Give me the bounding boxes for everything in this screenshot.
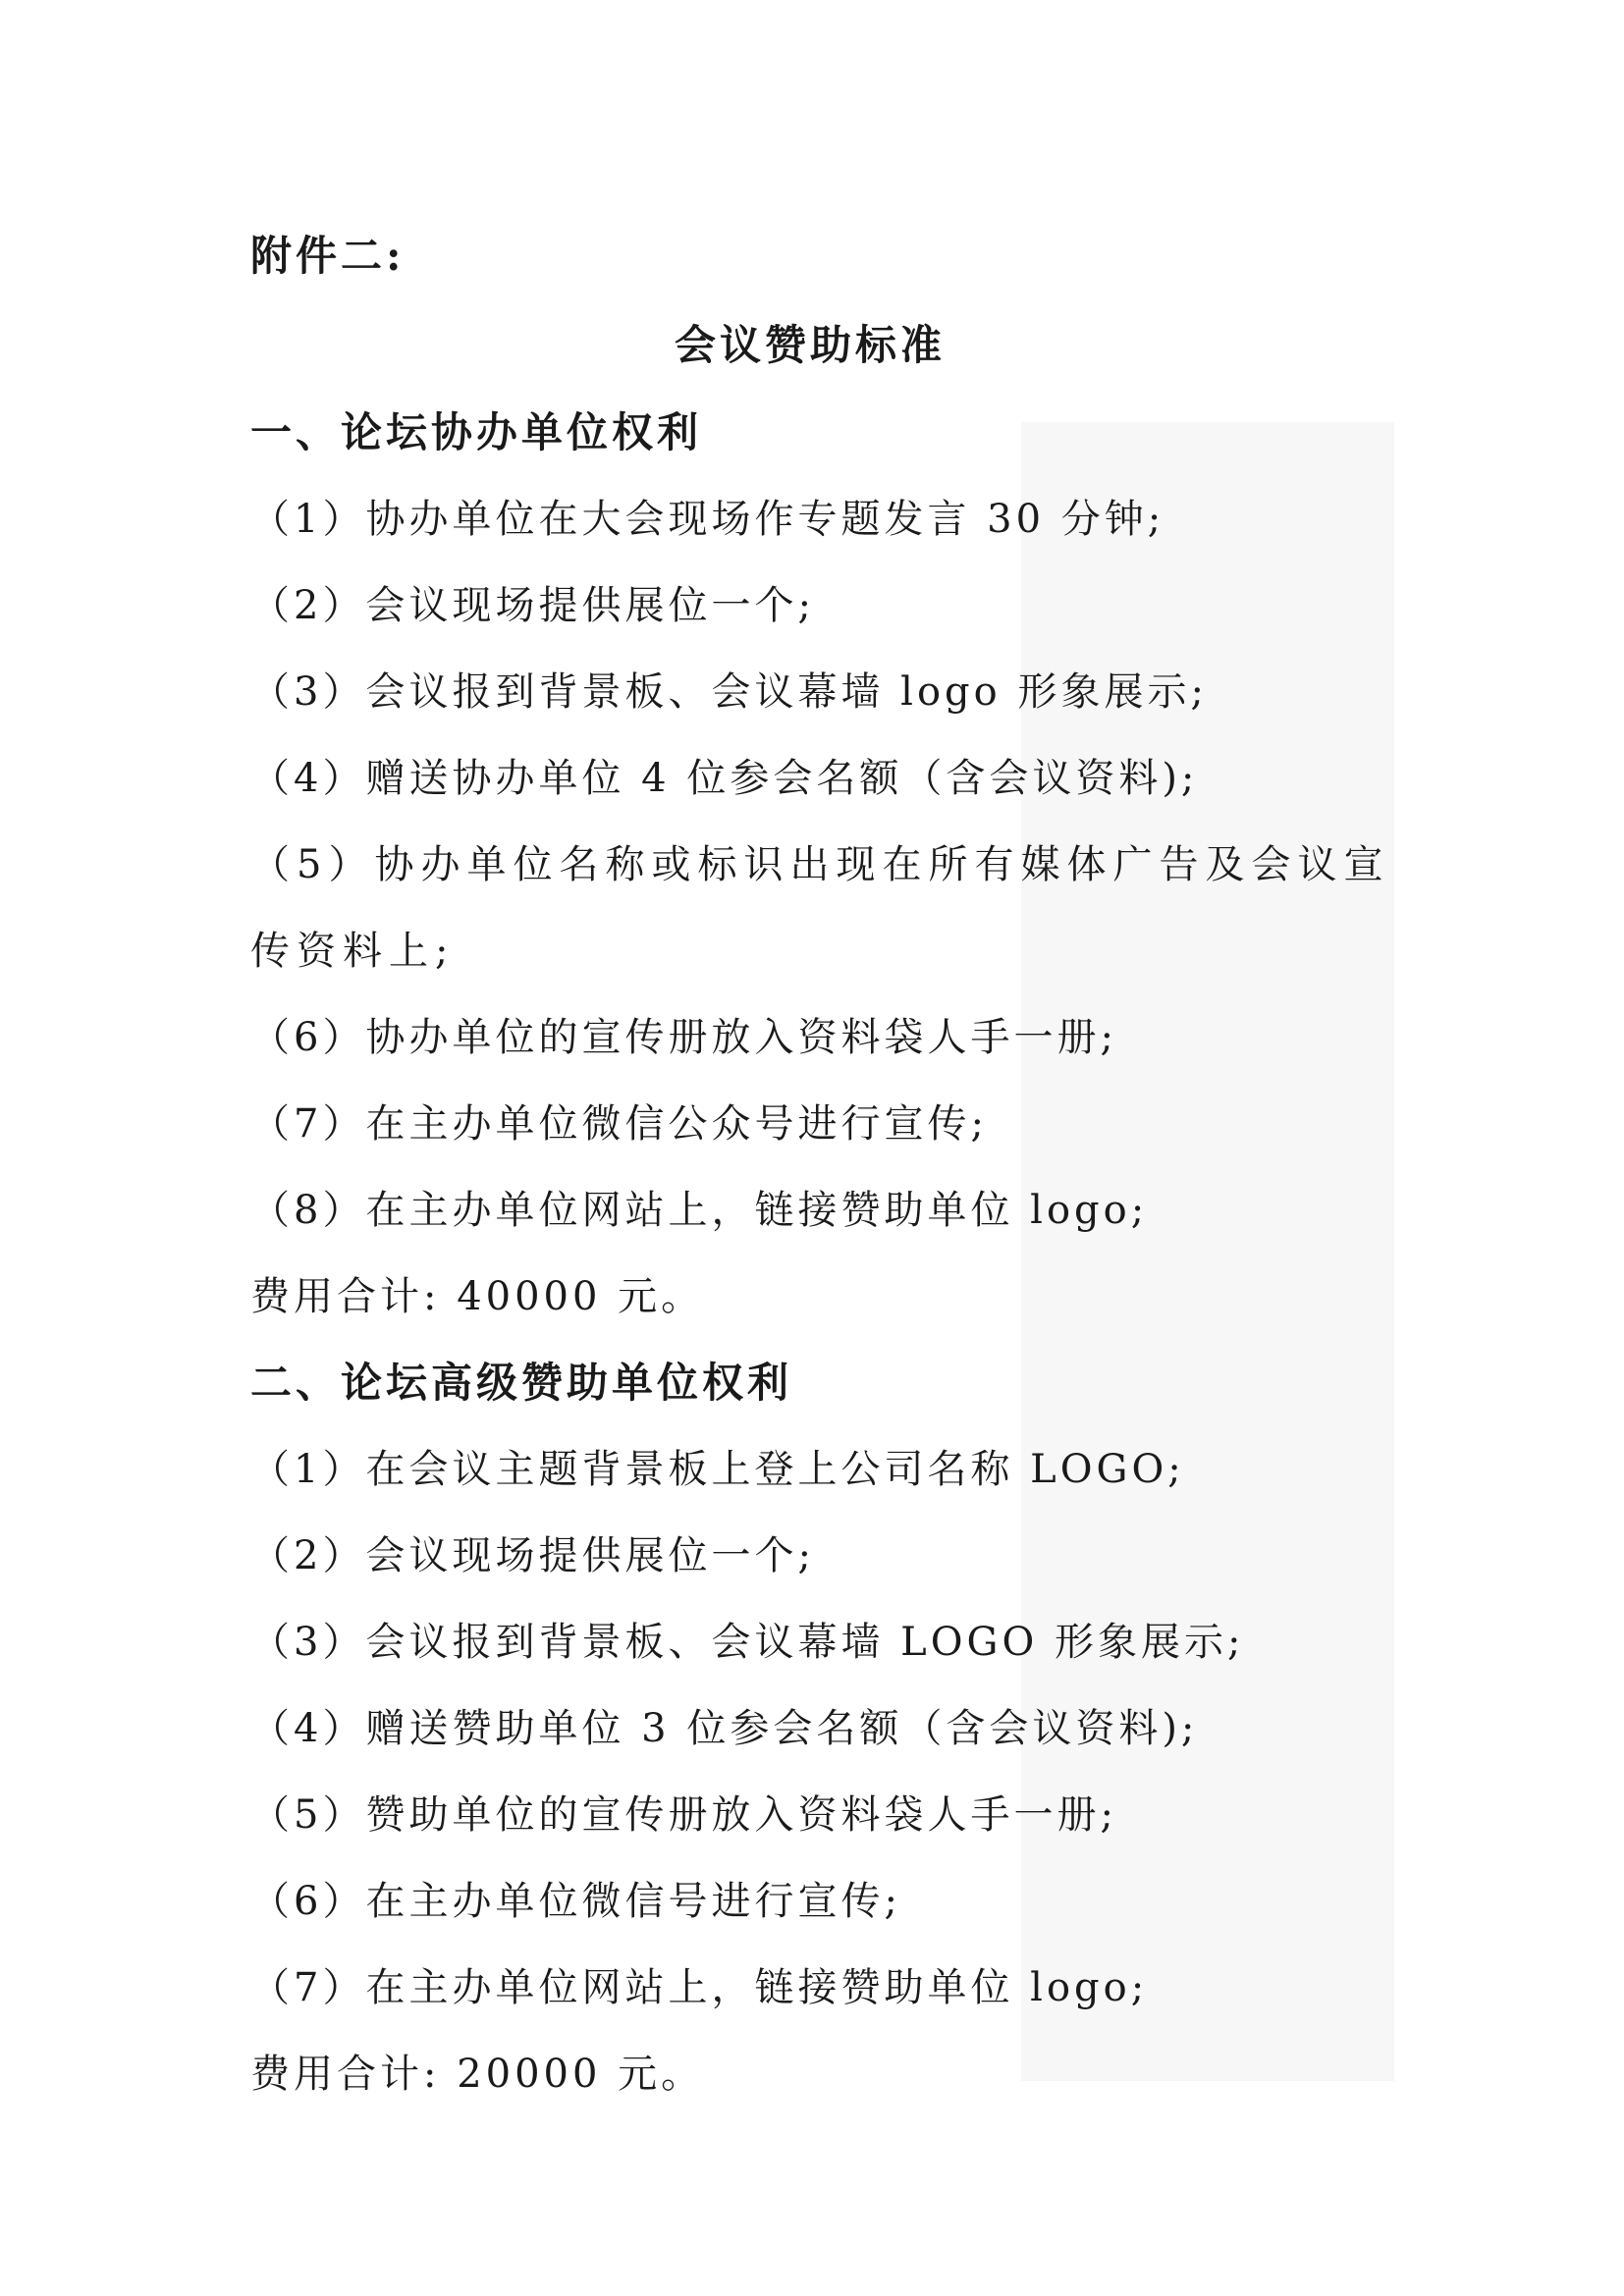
list-item: （8）在主办单位网站上，链接赞助单位 logo; bbox=[250, 1188, 1149, 1233]
list-item: （6）协办单位的宣传册放入资料袋人手一册; bbox=[250, 1015, 1117, 1060]
list-item: （1）在会议主题背景板上登上公司名称 LOGO; bbox=[250, 1447, 1185, 1492]
list-item: （2）会议现场提供展位一个; bbox=[250, 1533, 815, 1578]
document-title: 会议赞助标准 bbox=[674, 321, 946, 369]
list-item: （3）会议报到背景板、会议幕墙 LOGO 形象展示; bbox=[250, 1620, 1245, 1665]
list-item: （3）会议报到背景板、会议幕墙 logo 形象展示; bbox=[250, 669, 1208, 715]
document-body bbox=[250, 211, 1399, 2117]
list-item: （4）赠送赞助单位 3 位参会名额（含会议资料); bbox=[250, 1706, 1199, 1751]
fee-total: 费用合计: 40000 元。 bbox=[250, 1274, 705, 1319]
list-item: （7）在主办单位网站上，链接赞助单位 logo; bbox=[250, 1965, 1149, 2010]
list-item: （7）在主办单位微信公众号进行宣传; bbox=[250, 1101, 988, 1147]
section-co-organizer bbox=[250, 390, 1399, 1340]
section-senior-sponsor bbox=[250, 1340, 1399, 2117]
fee-total: 费用合计: 20000 元。 bbox=[250, 2052, 705, 2097]
list-item: （1）协办单位在大会现场作专题发言 30 分钟; bbox=[250, 497, 1165, 542]
list-item: （5）赞助单位的宣传册放入资料袋人手一册; bbox=[250, 1792, 1117, 1838]
list-item: （5）协办单位名称或标识出现在所有媒体广告及会议宣传资料上; bbox=[250, 842, 1390, 974]
section-heading: 一、论坛协办单位权利 bbox=[250, 408, 703, 456]
attachment-label: 附件二: bbox=[250, 232, 406, 280]
section-heading: 二、论坛高级赞助单位权利 bbox=[250, 1359, 793, 1407]
list-item: （6）在主办单位微信号进行宣传; bbox=[250, 1879, 901, 1924]
list-item: （2）会议现场提供展位一个; bbox=[250, 583, 815, 628]
list-item: （4）赠送协办单位 4 位参会名额（含会议资料); bbox=[250, 756, 1199, 801]
